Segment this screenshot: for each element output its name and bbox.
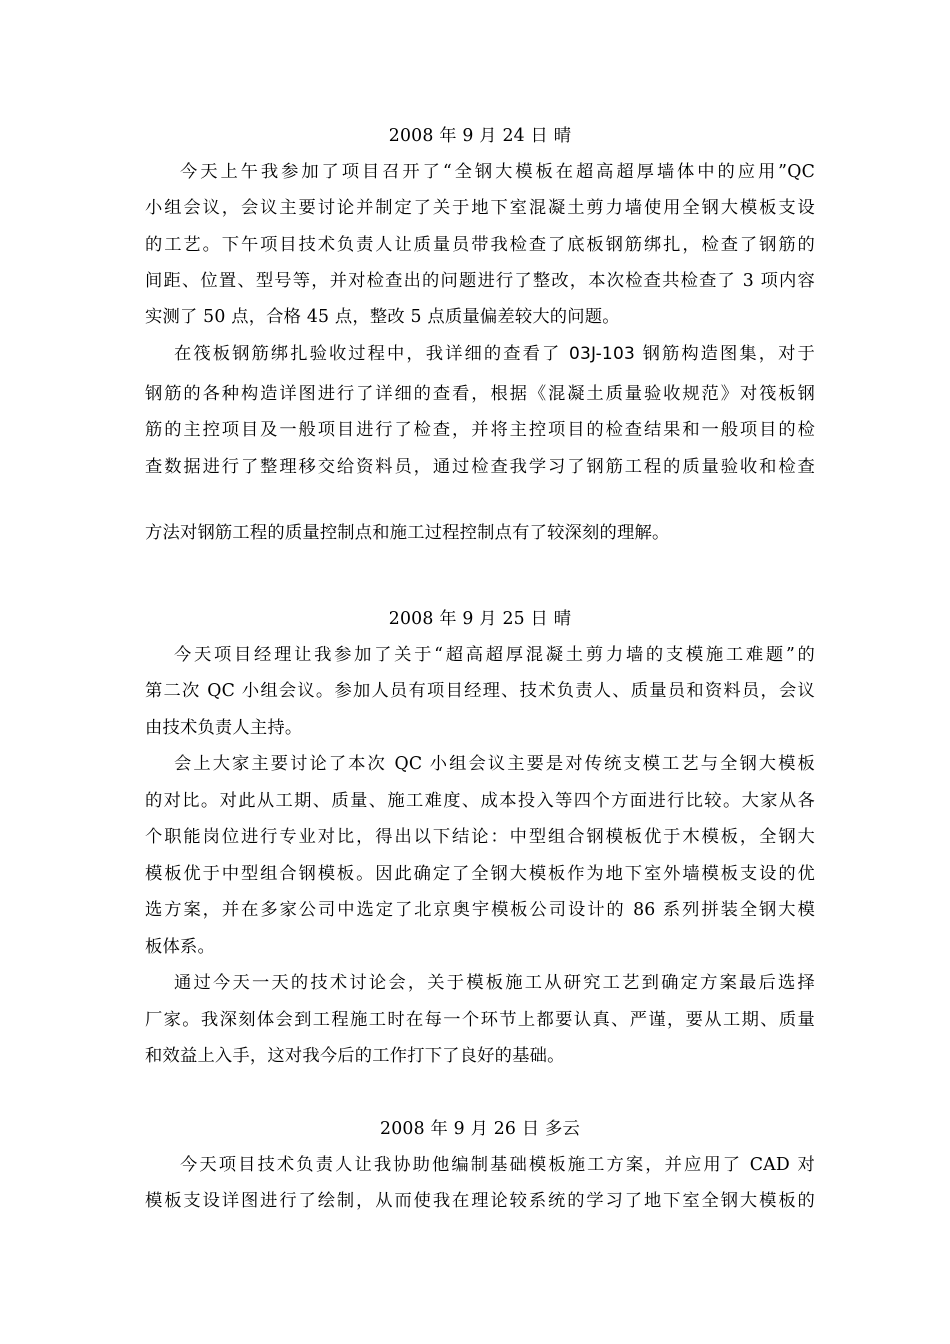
paragraph-line: 由技术负责人主持。: [145, 718, 303, 738]
entry-date: 2008 年 9 月 24 日 晴: [388, 126, 572, 146]
paragraph-line: 查数据进行了整理移交给资料员，通过检查我学习了钢筋工程的质量验收和检查: [145, 457, 815, 477]
entry-date: 2008 年 9 月 26 日 多云: [380, 1119, 580, 1139]
paragraph-line: 的对比。对此从工期、质量、施工难度、成本投入等四个方面进行比较。大家从各: [145, 791, 815, 811]
paragraph-line: 钢筋的各种构造详图进行了详细的查看，根据《混凝土质量验收规范》对筏板钢: [145, 384, 815, 404]
paragraph-line: [174, 342, 815, 366]
paragraph-line: 实测了 50 点，合格 45 点，整改 5 点质量偏差较大的问题。: [145, 307, 620, 327]
entry-date: 2008 年 9 月 25 日 晴: [388, 609, 572, 629]
paragraph-line: 间距、位置、型号等，并对检查出的问题进行了整改，本次检查共检查了 3 项内容: [145, 271, 815, 291]
standard-code: 03J-103: [568, 344, 635, 364]
paragraph-line: 通过今天一天的技术讨论会，关于模板施工从研究工艺到确定方案最后选择: [174, 973, 815, 993]
paragraph-line: 今天项目技术负责人让我协助他编制基础模板施工方案，并应用了 CAD 对: [180, 1155, 815, 1175]
text-run: 在筏板钢筋绑扎验收过程中，我详细的查看了: [174, 344, 562, 364]
paragraph-line: 小组会议，会议主要讨论并制定了关于地下室混凝土剪力墙使用全钢大模板支设: [145, 198, 815, 218]
paragraph-line: 板体系。: [145, 937, 215, 957]
paragraph-line: 的工艺。下午项目技术负责人让质量员带我检查了底板钢筋绑扎，检查了钢筋的: [145, 235, 815, 255]
paragraph-line: 选方案，并在多家公司中选定了北京奥宇模板公司设计的 86 系列拼装全钢大模: [145, 900, 815, 920]
paragraph-line: 方法对钢筋工程的质量控制点和施工过程控制点有了较深刻的理解。: [145, 523, 670, 543]
paragraph-line: 厂家。我深刻体会到工程施工时在每一个环节上都要认真、严谨，要从工期、质量: [145, 1010, 815, 1030]
paragraph-line: 筋的主控项目及一般项目进行了检查，并将主控项目的检查结果和一般项目的检: [145, 420, 815, 440]
paragraph-line: 模板优于中型组合钢模板。因此确定了全钢大模板作为地下室外墙模板支设的优: [145, 864, 815, 884]
paragraph-line: 个职能岗位进行专业对比，得出以下结论：中型组合钢模板优于木模板，全钢大: [145, 827, 815, 847]
paragraph-line: 会上大家主要讨论了本次 QC 小组会议主要是对传统支模工艺与全钢大模板: [174, 754, 815, 774]
paragraph-line: 今天项目经理让我参加了关于“超高超厚混凝土剪力墙的支模施工难题”的: [174, 645, 815, 665]
paragraph-line: 和效益上入手，这对我今后的工作打下了良好的基础。: [145, 1046, 565, 1066]
paragraph-line: 今天上午我参加了项目召开了“全钢大模板在超高超厚墙体中的应用”QC: [180, 162, 815, 182]
paragraph-line: 第二次 QC 小组会议。参加人员有项目经理、技术负责人、质量员和资料员，会议: [145, 681, 815, 701]
paragraph-line: 模板支设详图进行了绘制，从而使我在理论较系统的学习了地下室全钢大模板的: [145, 1191, 815, 1211]
text-run: 钢筋构造图集，对于: [642, 344, 815, 364]
